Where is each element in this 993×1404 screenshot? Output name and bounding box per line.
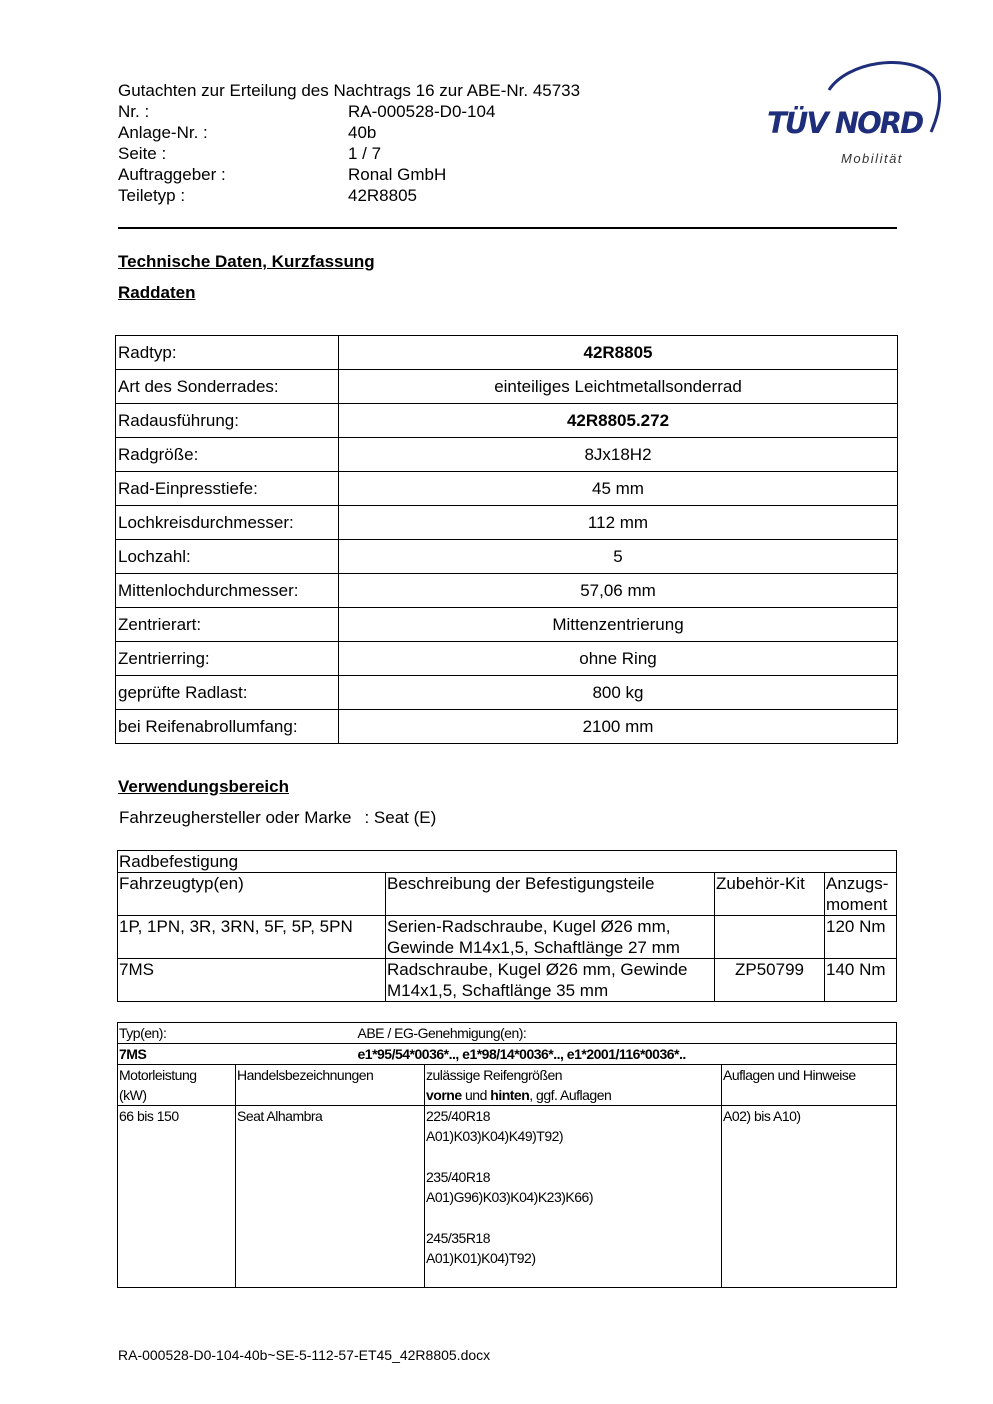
wheel-value: 45 mm — [339, 472, 898, 506]
rear-label: hinten — [490, 1087, 530, 1103]
description-line: Radschraube, Kugel Ø26 mm, Gewinde — [387, 960, 688, 979]
wheel-value: 8Jx18H2 — [339, 438, 898, 472]
column-header-description: Beschreibung der Befestigungsteile — [386, 873, 715, 916]
accessory-kit — [715, 916, 825, 959]
tire-size: 235/40R18 — [426, 1169, 491, 1185]
header-key: Seite : — [118, 144, 167, 163]
vehicle-types: 7MS — [118, 959, 386, 1002]
maker-separator: : — [364, 808, 370, 827]
logo-subtitle: Mobilität — [841, 151, 903, 166]
column-header-notes: Auflagen und Hinweise — [722, 1065, 897, 1106]
maker-value: Seat (E) — [373, 808, 437, 827]
wheel-label: Zentrierring: — [116, 642, 339, 676]
table-row — [116, 472, 898, 506]
description-line: M14x1,5, Schaftlänge 35 mm — [387, 981, 609, 1000]
accessory-kit: ZP50799 — [715, 959, 825, 1002]
wheel-label: Mittenlochdurchmesser: — [116, 574, 339, 608]
header-row-teiletyp — [118, 185, 580, 206]
table-row — [116, 710, 898, 744]
type-value: 7MS — [118, 1044, 425, 1065]
column-header-torque — [825, 873, 897, 916]
spacer — [426, 1207, 720, 1228]
tire-size: 245/35R18 — [426, 1230, 491, 1246]
table-header-row — [118, 873, 897, 916]
tire-codes: A01)K01)K04)T92) — [426, 1250, 536, 1266]
mounting-title: Radbefestigung — [118, 851, 897, 873]
wheel-mounting-table — [117, 850, 897, 1002]
description-line: Serien-Radschraube, Kugel Ø26 mm, — [387, 917, 671, 936]
document-header — [118, 80, 580, 206]
section-heading-wheel-data: Raddaten — [118, 283, 196, 302]
table-row — [116, 608, 898, 642]
mounting-description — [386, 916, 715, 959]
wheel-label: Zentrierart: — [116, 608, 339, 642]
document-title: Gutachten zur Erteilung des Nachtrags 16 zur ABE-Nr. 45733 — [118, 81, 581, 100]
type-approval-table — [117, 1022, 897, 1288]
table-row — [116, 540, 898, 574]
type-label: Typ(en): — [118, 1023, 425, 1044]
notes: A02) bis A10) — [722, 1106, 897, 1288]
wheel-label: Lochkreisdurchmesser: — [116, 506, 339, 540]
header-value: RA-000528-D0-104 — [348, 102, 496, 121]
table-row — [116, 506, 898, 540]
table-row — [116, 642, 898, 676]
maker-label: Fahrzeughersteller oder Marke — [119, 808, 352, 827]
header-row-auftraggeber — [118, 164, 580, 185]
torque-header-line: Anzugs- — [826, 874, 889, 893]
table-row — [118, 959, 897, 1002]
logo-brand: TÜV NORD — [767, 106, 923, 140]
wheel-label: Radgröße: — [116, 438, 339, 472]
table-row — [116, 438, 898, 472]
header-divider — [118, 227, 897, 229]
wheel-label: Lochzahl: — [116, 540, 339, 574]
column-header-trade-names: Handelsbezeichnungen — [236, 1065, 425, 1106]
wheel-label: Rad-Einpresstiefe: — [116, 472, 339, 506]
header-row-seite — [118, 143, 580, 164]
tire-codes: A01)K03)K04)K49)T92) — [426, 1128, 564, 1144]
table-row — [116, 574, 898, 608]
header-value: 40b — [348, 123, 377, 142]
table-row — [118, 1023, 897, 1044]
tire-codes: A01)G96)K03)K04)K23)K66) — [426, 1189, 593, 1205]
header-key: Teiletyp : — [118, 186, 186, 205]
wheel-value: 57,06 mm — [339, 574, 898, 608]
wheel-value: 800 kg — [339, 676, 898, 710]
header-value: 42R8805 — [348, 186, 418, 205]
table-row — [118, 1106, 897, 1288]
document-footer-filename: RA-000528-D0-104-40b~SE-5-112-57-ET45_42R8805.docx — [118, 1347, 491, 1363]
wheel-label: Art des Sonderrades: — [116, 370, 339, 404]
section-heading-usage-range: Verwendungsbereich — [118, 777, 289, 796]
table-row — [118, 851, 897, 873]
torque-header-line: moment — [826, 895, 888, 914]
wheel-value: 112 mm — [339, 506, 898, 540]
approval-label — [357, 1023, 897, 1044]
table-row — [116, 336, 898, 370]
column-header-vehicle-type: Fahrzeugtyp(en) — [118, 873, 386, 916]
spacer — [426, 1146, 720, 1167]
table-header-row — [118, 1065, 897, 1106]
header-row-nr — [118, 101, 580, 122]
mounting-description — [386, 959, 715, 1002]
table-row — [116, 404, 898, 438]
wheel-value: 42R8805.272 — [339, 404, 898, 438]
approval-value — [357, 1044, 897, 1065]
header-line: Motorleistung — [119, 1067, 197, 1083]
tire-size: 225/40R18 — [426, 1108, 491, 1124]
table-row — [118, 1044, 897, 1065]
column-header-power — [118, 1065, 236, 1106]
table-row — [116, 370, 898, 404]
tightening-torque: 120 Nm — [825, 916, 897, 959]
description-line: Gewinde M14x1,5, Schaftlänge 27 mm — [387, 938, 680, 957]
wheel-value: ohne Ring — [339, 642, 898, 676]
vehicle-types: 1P, 1PN, 3R, 3RN, 5F, 5P, 5PN — [118, 916, 386, 959]
approval-value-text: e1*95/54*0036*.., e1*98/14*0036*.., e1*2001/116*0036*.. — [357, 1046, 686, 1062]
column-header-kit: Zubehör-Kit — [715, 873, 825, 916]
wheel-label: Radausführung: — [116, 404, 339, 438]
header-line: (kW) — [119, 1087, 147, 1103]
engine-power: 66 bis 150 — [118, 1106, 236, 1288]
header-key: Nr. : — [118, 102, 150, 121]
tightening-torque: 140 Nm — [825, 959, 897, 1002]
front-label: vorne — [426, 1087, 462, 1103]
header-line — [426, 1085, 720, 1105]
header-key: Auftraggeber : — [118, 165, 226, 184]
approval-label-text: ABE / EG-Genehmigung(en): — [357, 1025, 527, 1041]
header-value: Ronal GmbH — [348, 165, 447, 184]
header-line: zulässige Reifengrößen — [426, 1067, 563, 1083]
trade-name: Seat Alhambra — [236, 1106, 425, 1288]
wheel-value: einteiliges Leichtmetallsonderrad — [339, 370, 898, 404]
wheel-value: 5 — [339, 540, 898, 574]
table-row — [116, 676, 898, 710]
wheel-value: 2100 mm — [339, 710, 898, 744]
wheel-data-table — [115, 335, 898, 744]
wheel-value: Mittenzentrierung — [339, 608, 898, 642]
header-row-anlage — [118, 122, 580, 143]
wheel-label: Radtyp: — [116, 336, 339, 370]
conditions-label: , ggf. Auflagen — [529, 1087, 612, 1103]
wheel-label: geprüfte Radlast: — [116, 676, 339, 710]
wheel-value: 42R8805 — [339, 336, 898, 370]
header-key: Anlage-Nr. : — [118, 123, 208, 142]
section-heading-technical-data: Technische Daten, Kurzfassung — [118, 252, 375, 271]
tuv-nord-logo — [765, 58, 940, 173]
wheel-label: bei Reifenabrollumfang: — [116, 710, 339, 744]
vehicle-maker-line — [119, 808, 436, 828]
and-label: und — [461, 1087, 491, 1103]
tire-sizes — [425, 1106, 722, 1288]
table-row — [118, 916, 897, 959]
header-value: 1 / 7 — [348, 144, 382, 163]
column-header-tire-sizes — [425, 1065, 722, 1106]
